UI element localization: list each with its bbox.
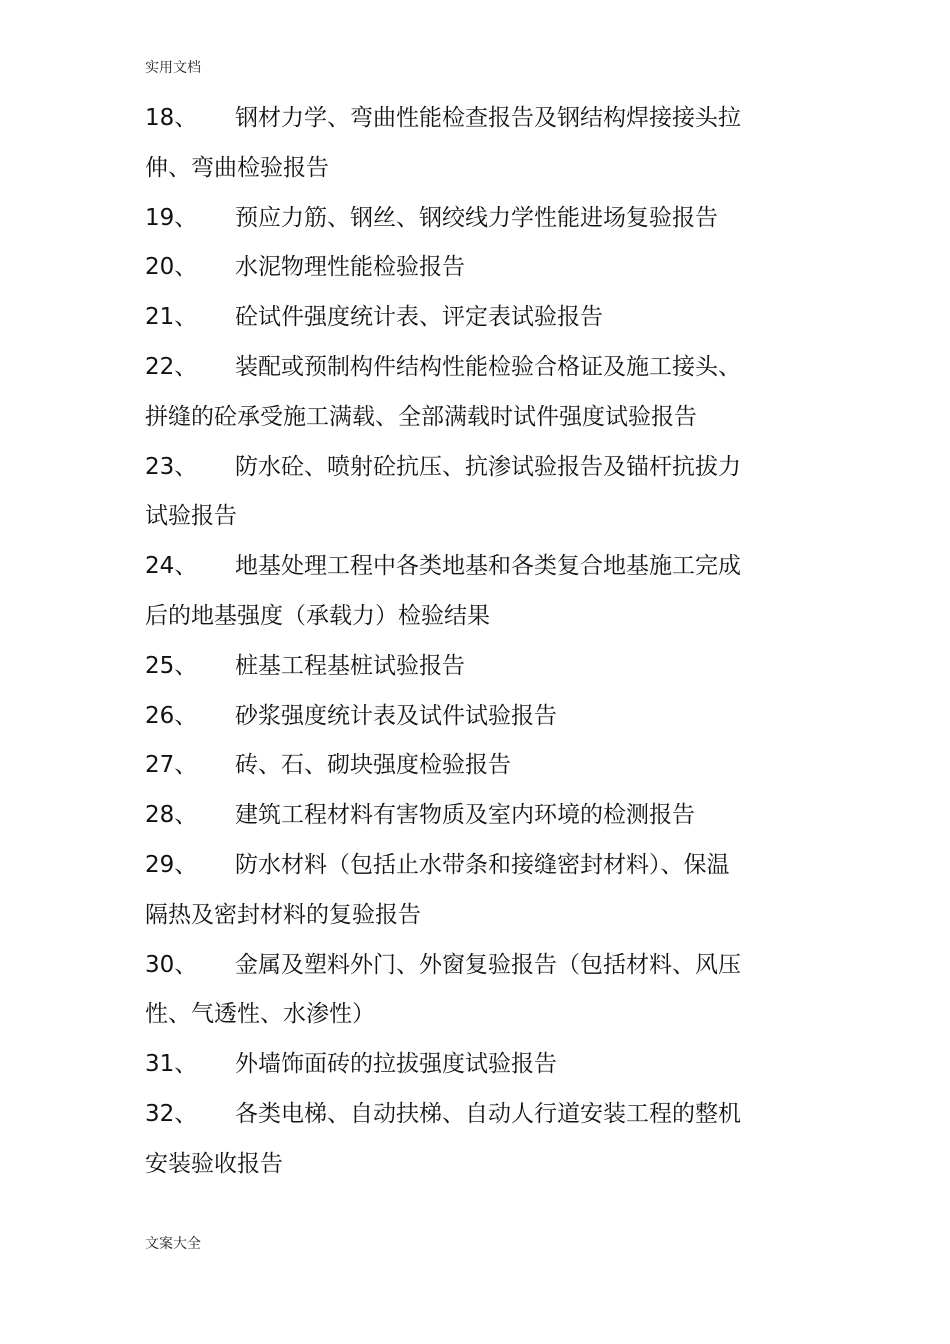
item-text: 金属及塑料外门、外窗复验报告（包括材料、风压 (235, 951, 741, 978)
page-header: 实用文档 (145, 60, 201, 76)
item-number: 28、 (145, 802, 198, 829)
list-item (145, 1040, 805, 1090)
item-line (145, 243, 805, 293)
item-number: 23、 (145, 453, 198, 480)
item-number: 27、 (145, 752, 198, 779)
item-line-continued: 伸、弯曲检验报告 (145, 154, 329, 181)
item-number: 30、 (145, 951, 198, 978)
list-item (145, 94, 805, 194)
item-number: 32、 (145, 1100, 198, 1127)
item-number: 19、 (145, 204, 198, 231)
item-text: 外墙饰面砖的拉拔强度试验报告 (235, 1051, 557, 1078)
item-text: 砼试件强度统计表、评定表试验报告 (235, 304, 603, 331)
list-item (145, 791, 805, 841)
item-text: 砂浆强度统计表及试件试验报告 (235, 702, 557, 729)
item-number: 26、 (145, 702, 198, 729)
list-item (145, 542, 805, 642)
item-line (145, 1040, 805, 1090)
item-text: 砖、石、砌块强度检验报告 (235, 752, 511, 779)
list-item (145, 443, 805, 543)
item-line-continued: 后的地基强度（承载力）检验结果 (145, 602, 490, 629)
item-line (145, 841, 805, 891)
item-line (145, 642, 805, 692)
item-line (145, 791, 805, 841)
item-line (145, 293, 805, 343)
list-item (145, 243, 805, 293)
item-number: 22、 (145, 353, 198, 380)
item-text: 各类电梯、自动扶梯、自动人行道安装工程的整机 (235, 1100, 741, 1127)
item-number: 31、 (145, 1051, 198, 1078)
item-line-continued: 安装验收报告 (145, 1150, 283, 1177)
item-text: 防水材料（包括止水带条和接缝密封材料）、保温 (235, 851, 730, 878)
item-text: 地基处理工程中各类地基和各类复合地基施工完成 (235, 553, 741, 580)
list-item (145, 1090, 805, 1190)
list-item (145, 194, 805, 244)
item-number: 20、 (145, 254, 198, 281)
item-text: 防水砼、喷射砼抗压、抗渗试验报告及锚杆抗拔力 (235, 453, 741, 480)
item-line-continued: 性、气透性、水渗性） (145, 1001, 375, 1028)
list-item (145, 692, 805, 742)
item-text: 钢材力学、弯曲性能检查报告及钢结构焊接接头拉 (235, 105, 741, 131)
item-line (145, 542, 805, 592)
item-line (145, 94, 805, 144)
item-line-continued: 拼缝的砼承受施工满载、全部满载时试件强度试验报告 (145, 403, 697, 430)
list-item (145, 941, 805, 1041)
item-line (145, 741, 805, 791)
item-line-continued: 隔热及密封材料的复验报告 (145, 901, 421, 928)
report-list (145, 94, 805, 1190)
item-number: 25、 (145, 652, 198, 679)
item-text: 桩基工程基桩试验报告 (235, 652, 465, 679)
item-line (145, 343, 805, 393)
list-item (145, 293, 805, 343)
item-number: 29、 (145, 851, 198, 878)
item-number: 24、 (145, 553, 198, 580)
list-item (145, 841, 805, 941)
list-item (145, 343, 805, 443)
page-footer: 文案大全 (145, 1236, 201, 1252)
item-line (145, 443, 805, 493)
item-number: 18、 (145, 105, 198, 131)
item-number: 21、 (145, 304, 198, 331)
list-item (145, 642, 805, 692)
item-line (145, 1090, 805, 1140)
item-text: 预应力筋、钢丝、钢绞线力学性能进场复验报告 (235, 204, 718, 231)
item-text: 装配或预制构件结构性能检验合格证及施工接头、 (235, 353, 741, 380)
item-line (145, 194, 805, 244)
item-line (145, 692, 805, 742)
item-text: 建筑工程材料有害物质及室内环境的检测报告 (235, 802, 695, 829)
item-text: 水泥物理性能检验报告 (235, 254, 465, 281)
item-line-continued: 试验报告 (145, 503, 237, 530)
item-line (145, 941, 805, 991)
list-item (145, 741, 805, 791)
